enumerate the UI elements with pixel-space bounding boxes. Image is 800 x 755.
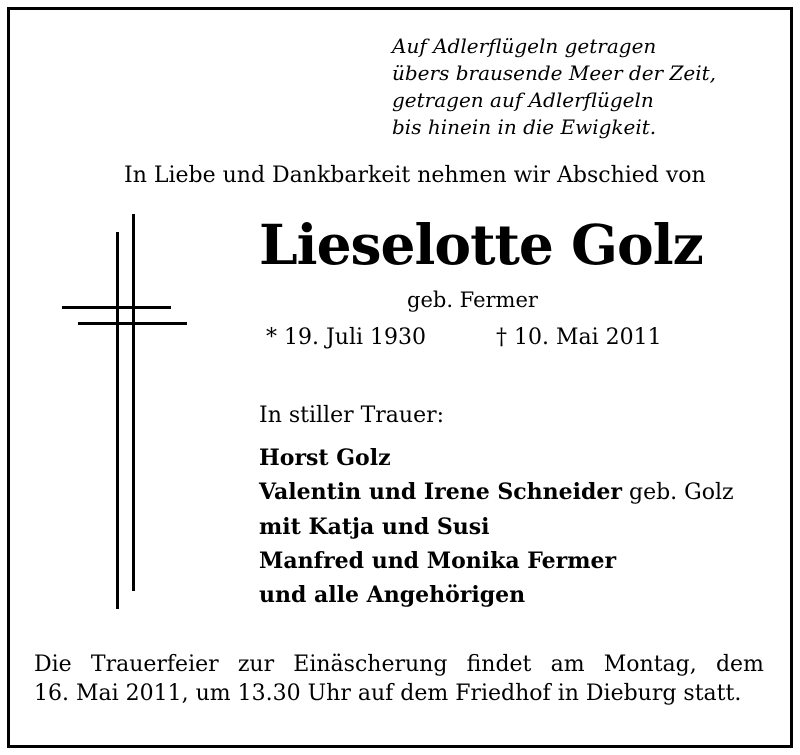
deceased-name: Lieselotte Golz [259,212,703,277]
cross-horizontal-bar [62,306,171,309]
notice-word: findet [466,652,532,677]
farewell-intro: In Liebe und Dankbarkeit nehmen wir Abschied von [124,163,706,188]
notice-word: dem [715,652,764,677]
notice-word: am [550,652,585,677]
mourner-line: und alle Angehörigen [259,582,526,608]
notice-word: zur [237,652,275,677]
maiden-name: geb. Fermer [407,288,538,312]
mourner-line [259,475,734,510]
poem [392,33,716,141]
funeral-notice-line: 16. Mai 2011, um 13.30 Uhr auf dem Friedhof in Dieburg statt. [34,681,742,706]
mourner-names: Valentin und Irene Schneider [259,479,622,505]
cross-horizontal-bar [78,322,187,325]
mourner-line: Horst Golz [259,445,391,471]
cross-vertical-bar [116,232,119,609]
funeral-notice-line [34,650,764,679]
poem-line: getragen auf Adlerflügeln [392,88,654,112]
notice-word: Montag, [603,652,697,677]
mourner-line: mit Katja und Susi [259,514,490,540]
funeral-notice [34,650,764,708]
notice-word: Trauerfeier [90,652,219,677]
poem-line: übers brausende Meer der Zeit, [392,61,716,85]
death-date: † 10. Mai 2011 [496,325,662,350]
notice-word: Einäscherung [293,652,448,677]
notice-word: Die [34,652,72,677]
mourning-heading: In stiller Trauer: [259,403,445,428]
birth-date: * 19. Juli 1930 [266,325,427,350]
cross-vertical-bar [132,214,135,591]
poem-line: Auf Adlerflügeln getragen [392,34,657,58]
mourner-note: geb. Golz [622,480,734,505]
mourner-line: Manfred und Monika Fermer [259,548,617,574]
poem-line: bis hinein in die Ewigkeit. [392,115,657,139]
mourners-list [259,441,734,612]
